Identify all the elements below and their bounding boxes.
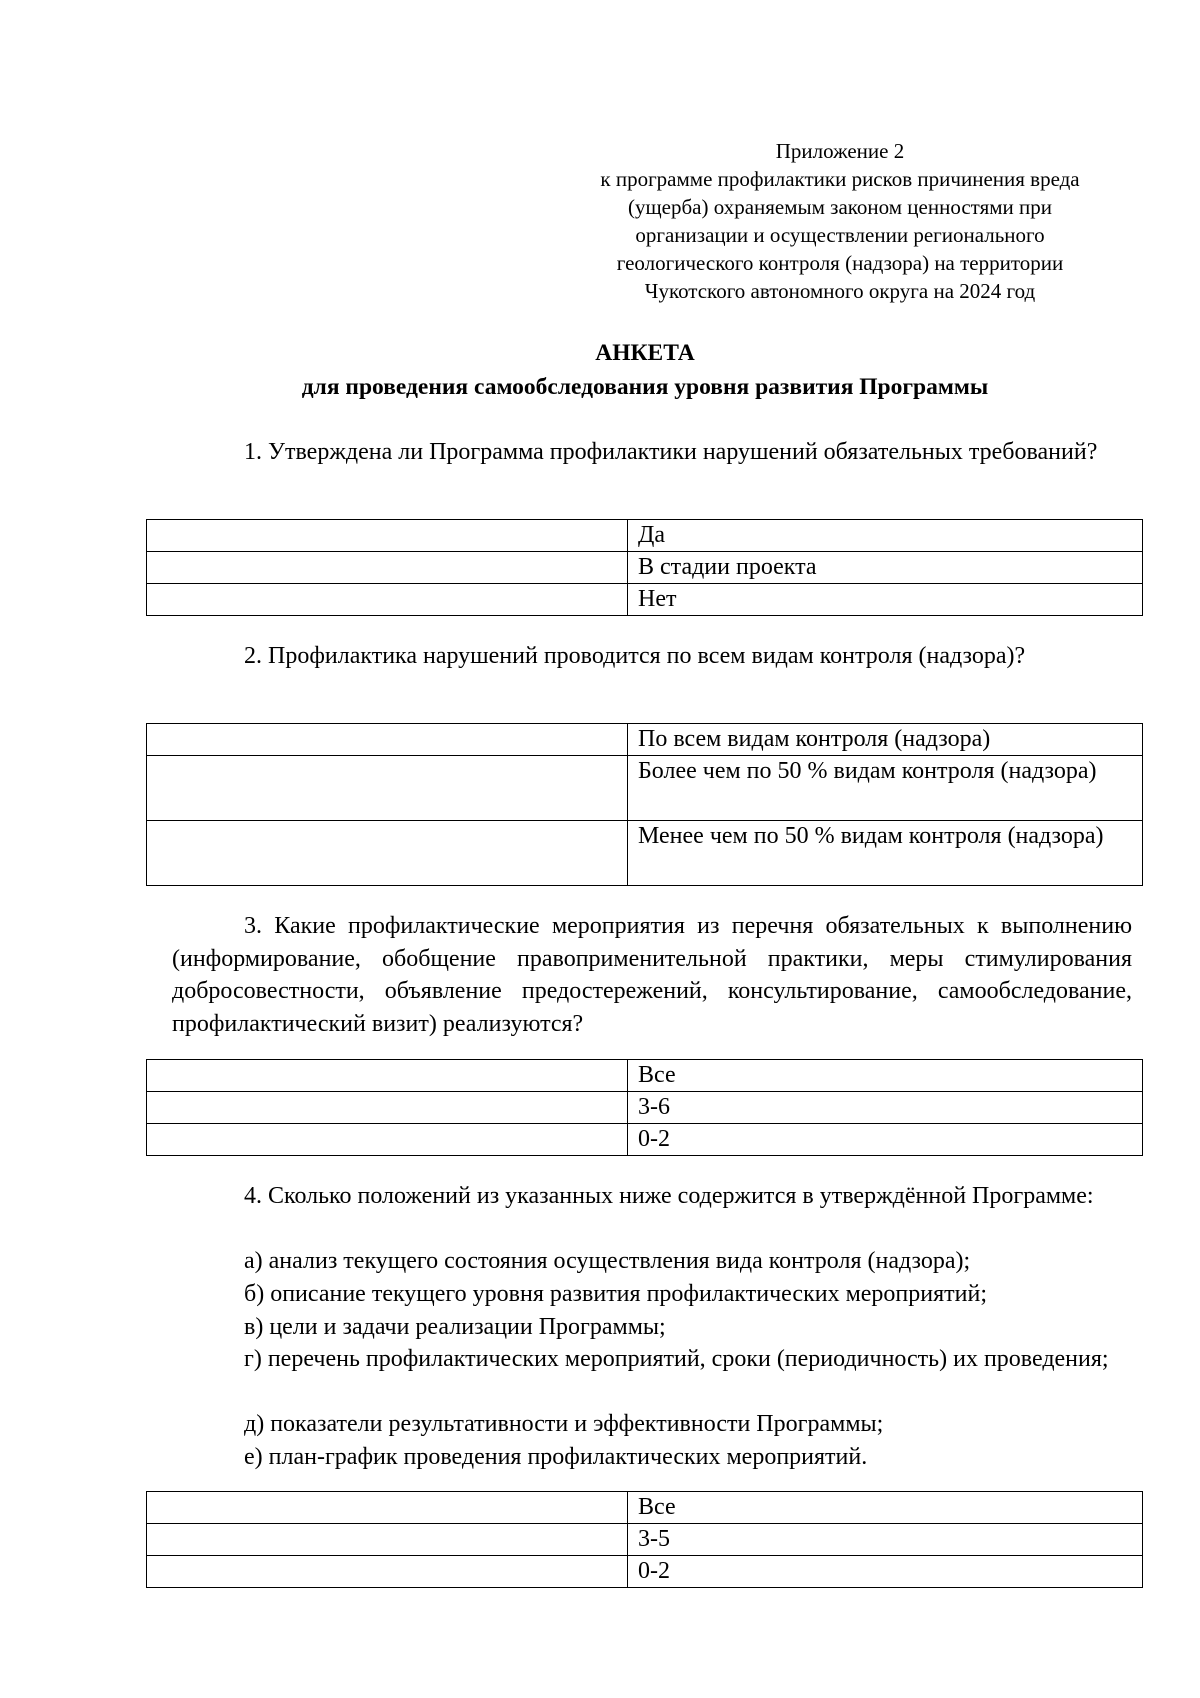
answer-option: Все [628,1492,1143,1524]
answer-mark-cell[interactable] [147,756,628,821]
answer-mark-cell[interactable] [147,552,628,584]
appendix-line: организации и осуществлении регионального [635,223,1045,247]
answer-row [147,1060,1143,1092]
list-item: б) описание текущего уровня развития профилактических мероприятий; [244,1281,987,1307]
appendix-line: (ущерба) охраняемым законом ценностями при [627,195,1052,219]
answer-row [147,1556,1143,1588]
answer-row [147,552,1143,584]
answer-row [147,1492,1143,1524]
answer-row [147,1124,1143,1156]
answer-row [147,520,1143,552]
answer-table-4 [146,1491,1143,1588]
appendix-line: к программе профилактики рисков причинения вреда [600,167,1080,191]
answer-mark-cell[interactable] [147,1524,628,1556]
list-item: е) план-график проведения профилактических мероприятий. [244,1444,868,1470]
answer-mark-cell[interactable] [147,1492,628,1524]
answer-option: По всем видам контроля (надзора) [628,724,1143,756]
answer-table-2 [146,723,1143,886]
question-3: 3. Какие профилактические мероприятия из перечня обязательных к выполнению (информирование, обобщение правоприменительной практики, меры стимулирования добросовестности, объявление предостережений, консультирование, самообследование, профилактический визит) реализуются? [172,913,1132,1037]
answer-option: 3-5 [628,1524,1143,1556]
document-subtitle: для проведения самообследования уровня развития Программы [301,374,989,400]
answer-row [147,821,1143,886]
list-item: г) перечень профилактических мероприятий, сроки (периодичность) их проведения; [244,1346,1109,1372]
answer-row [147,584,1143,616]
answer-mark-cell[interactable] [147,1124,628,1156]
answer-mark-cell[interactable] [147,584,628,616]
appendix-line: Чукотского автономного округа на 2024 год [644,279,1036,303]
question-1: 1. Утверждена ли Программа профилактики нарушений обязательных требований? [244,439,1098,465]
answer-table-1 [146,519,1143,616]
answer-table-3 [146,1059,1143,1156]
appendix-line: геологического контроля (надзора) на территории [616,251,1064,275]
appendix-line: Приложение 2 [775,139,905,163]
answer-option: Нет [628,584,1143,616]
appendix-header [560,137,1120,305]
list-item: а) анализ текущего состояния осуществления вида контроля (надзора); [244,1248,971,1274]
question-4: 4. Сколько положений из указанных ниже содержится в утверждённой Программе: [244,1183,1094,1209]
answer-option: Менее чем по 50 % видам контроля (надзора) [628,821,1143,886]
answer-option: Все [628,1060,1143,1092]
answer-row [147,724,1143,756]
answer-option: 3-6 [628,1092,1143,1124]
answer-option: В стадии проекта [628,552,1143,584]
answer-row [147,756,1143,821]
answer-mark-cell[interactable] [147,724,628,756]
list-item: д) показатели результативности и эффективности Программы; [244,1411,884,1437]
answer-option: 0-2 [628,1124,1143,1156]
answer-option: Да [628,520,1143,552]
answer-row [147,1524,1143,1556]
answer-row [147,1092,1143,1124]
answer-mark-cell[interactable] [147,1556,628,1588]
document-title: АНКЕТА [595,340,695,366]
answer-mark-cell[interactable] [147,1092,628,1124]
list-item: в) цели и задачи реализации Программы; [244,1314,666,1340]
answer-mark-cell[interactable] [147,1060,628,1092]
answer-option: Более чем по 50 % видам контроля (надзора) [628,756,1143,821]
question-2: 2. Профилактика нарушений проводится по всем видам контроля (надзора)? [244,643,1026,669]
answer-option: 0-2 [628,1556,1143,1588]
answer-mark-cell[interactable] [147,821,628,886]
answer-mark-cell[interactable] [147,520,628,552]
